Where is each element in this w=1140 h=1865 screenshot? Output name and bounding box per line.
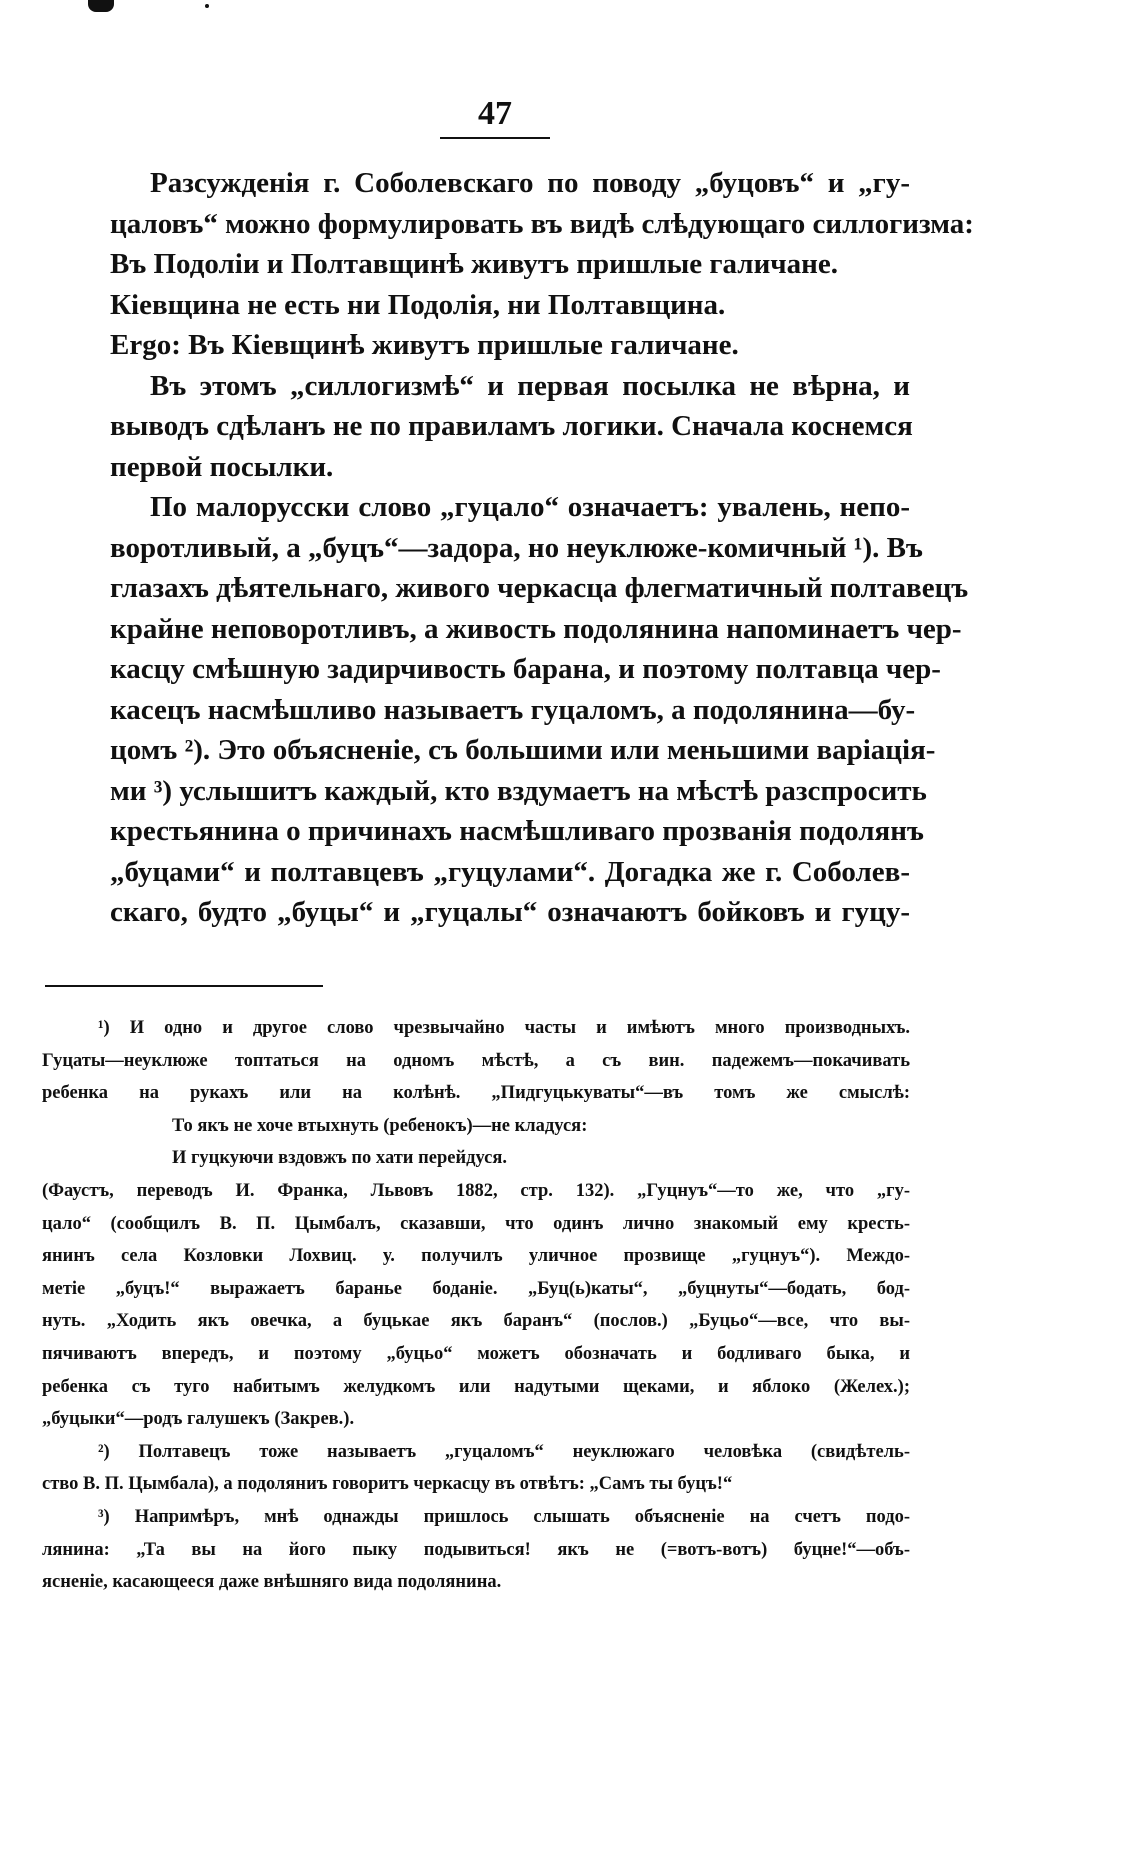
body-line: касецъ насмѣшливо называетъ гуцаломъ, а подолянина—бу- [110,693,916,726]
footnote-line: ²) Полтавецъ тоже называетъ „гуцаломъ“ неуклюжаго человѣка (свидѣтель- [98,1441,910,1462]
body-line: Кіевщина не есть ни Подолія, ни Полтавщина. [110,288,726,321]
footnote-verse-line: То якъ не хоче втыхнуть (ребенокъ)—не кладуся: [172,1115,588,1136]
body-line: воротливый, а „буцъ“—задора, но неуклюже-комичный ¹). Въ [110,531,923,564]
body-line: глазахъ дѣятельнаго, живого черкасца флегматичный полтавецъ [110,572,969,604]
body-line: выводъ сдѣланъ не по правиламъ логики. Сначала коснемся [110,410,913,442]
scan-blot [88,0,114,12]
body-line: Ergo: Въ Кіевщинѣ живутъ пришлые галичане. [110,329,739,361]
main-text [110,163,974,933]
body-line: скаго, будто „буцы“ и „гуцалы“ означаютъ бойковъ и гуцу- [110,896,910,928]
footnote-line: метіе „буцъ!“ выражаетъ баранье боданіе. „Буц(ь)каты“, „буцнуты“—бодать, бод- [42,1278,910,1299]
page-number: 47 [440,95,550,139]
body-line: Разсужденія г. Соболевскаго по поводу „буцовъ“ и „гу- [150,167,910,199]
footnote-line: ребенка съ туго набитымъ желудкомъ или надутыми щеками, и яблоко (Желех.); [42,1376,910,1397]
body-line: цаловъ“ можно формулировать въ видѣ слѣдующаго силлогизма: [110,207,974,240]
body-line: первой посылки. [110,450,334,483]
footnote-line: янинъ села Козловки Лохвиц. у. получилъ уличное прозвище „гуцнуъ“). Междо- [42,1246,910,1267]
footnote-line: (Фаустъ, переводъ И. Франка, Львовъ 1882, стр. 132). „Гуцнуъ“—то же, что „гу- [42,1180,910,1201]
footnote-line: Гуцаты—неуклюже топтаться на одномъ мѣстѣ, а съ вин. падежемъ—покачивать [42,1050,910,1071]
body-line: „буцами“ и полтавцевъ „гуцулами“. Догадка же г. Соболев- [110,855,910,888]
footnote-line: „буцыки“—родъ галушекъ (Закрев.). [42,1409,355,1430]
body-line: Въ этомъ „силлогизмѣ“ и первая посылка не вѣрна, и [150,369,910,402]
footnote-separator [45,985,323,987]
footnote-line: ство В. П. Цымбала), а подоляниъ говоритъ черкасцу въ отвѣтъ: „Самъ ты буцъ!“ [42,1474,733,1495]
footnote-line: лянина: „Та вы на його пыку подывиться! якъ не (=вотъ-вотъ) буцне!“—объ- [42,1539,910,1560]
footnote-line: нуть. „Ходить якъ овечка, а буцькае якъ баранъ“ (послов.) „Буцьо“—все, что вы- [42,1311,910,1332]
footnote-verse-line: И гуцкуючи вздовжъ по хати перейдуся. [172,1148,507,1169]
body-line: цомъ ²). Это объясненіе, съ большими или меньшими варіація- [110,734,936,766]
body-line: крайне неповоротливъ, а живость подолянина напоминаетъ чер- [110,612,962,645]
footnote-line: пячиваютъ впередъ, и поэтому „буцьо“ можетъ обозначать и бодливаго быка, и [42,1343,910,1364]
footnote-line: ³) Напримѣръ, мнѣ однажды пришлось слышать объясненіе на счетъ подо- [98,1506,910,1527]
body-line: касцу смѣшную задирчивость барана, и поэтому полтавца чер- [110,653,941,685]
footnote-line: ясненіе, касающееся даже внѣшняго вида подолянина. [42,1572,502,1593]
scan-speck [205,4,209,8]
body-line: По малорусски слово „гуцало“ означаетъ: увалень, непо- [150,491,910,523]
body-line: крестьянина о причинахъ насмѣшливаго прозванія подолянъ [110,815,924,847]
footnote-line: ребенка на рукахъ или на колѣнѣ. „Пидгуцькуваты“—въ томъ же смыслѣ: [42,1083,910,1104]
footnote-line: ¹) И одно и другое слово чрезвычайно часты и имѣютъ много производныхъ. [98,1018,910,1038]
footnote-line: цало“ (сообщилъ В. П. Цымбалъ, сказавши, что одинъ лично знакомый ему кресть- [42,1213,910,1234]
body-line: Въ Подоліи и Полтавщинѣ живутъ пришлые галичане. [110,248,838,280]
body-line: ми ³) услышитъ каждый, кто вздумаетъ на мѣстѣ разспросить [110,774,927,807]
footnotes [42,1012,910,1599]
